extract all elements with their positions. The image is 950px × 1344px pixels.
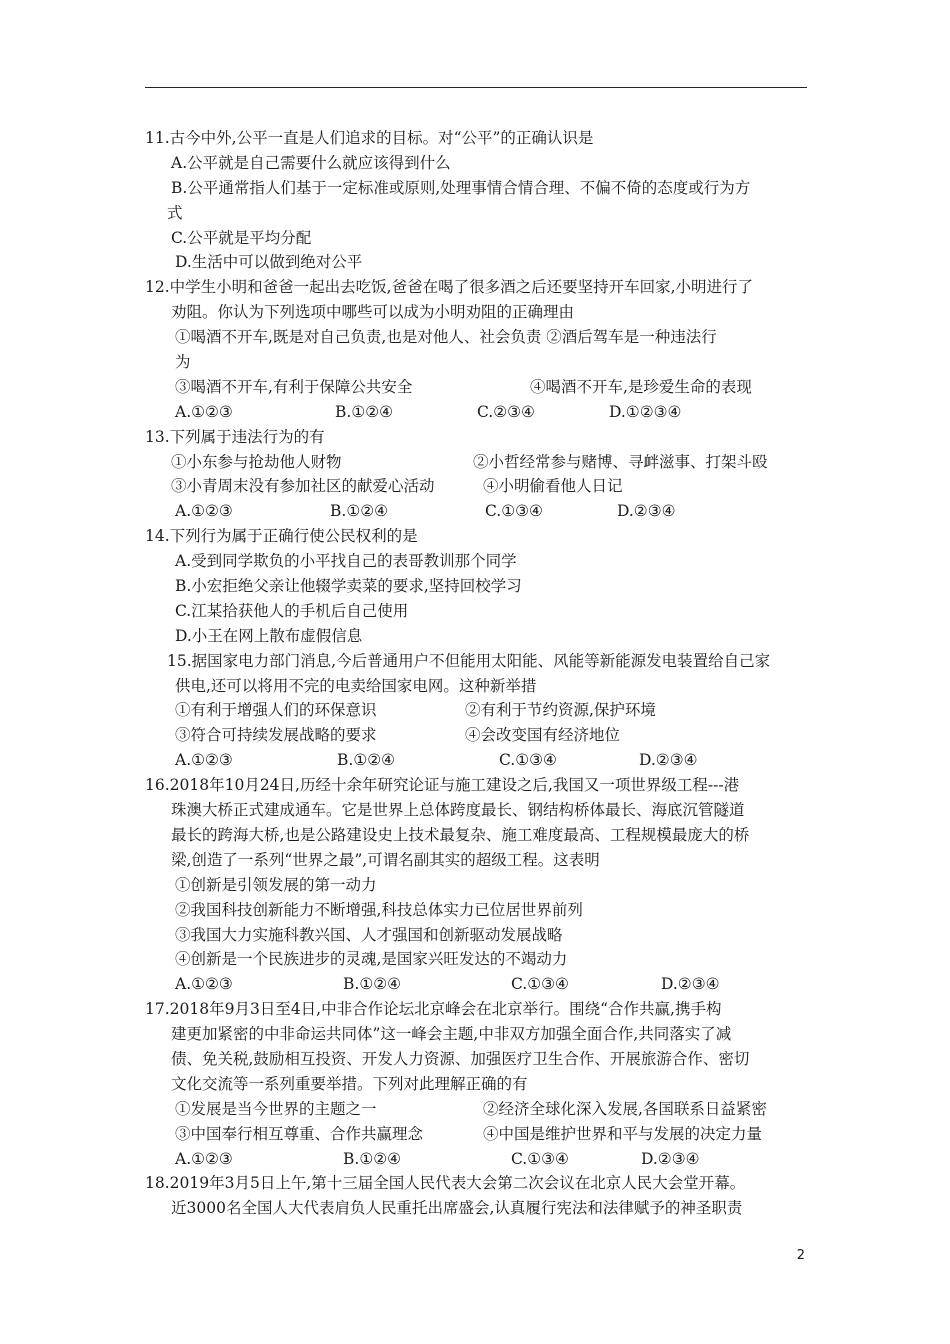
statement-item: ①有利于增强人们的环保意识: [175, 701, 377, 720]
statement-item: ②有利于节约资源,保护环境: [465, 701, 656, 720]
text-line: ①创新是引领发展的第一动力: [175, 875, 377, 894]
text-line: [145, 1122, 820, 1147]
text-line: A.公平就是自己需要什么就应该得到什么: [171, 153, 451, 172]
answer-choice: A.①②③: [175, 1149, 233, 1168]
text-line: 12.中学生小明和爸爸一起出去吃饭,爸爸在喝了很多酒之后还要坚持开车回家,小明进行了: [145, 278, 754, 297]
text-line: [145, 748, 820, 773]
text-line: D.生活中可以做到绝对公平: [175, 253, 363, 272]
text-line: 17.2018年9月3日至4日,中非合作论坛北京峰会在北京举行。围绕“合作共赢,携手构: [145, 1000, 722, 1019]
text-line: 13.下列属于违法行为的有: [145, 427, 325, 446]
text-line: 14.下列行为属于正确行使公民权利的是: [145, 527, 418, 546]
answer-choice: B.①②④: [343, 975, 402, 994]
text-line: C.江某拾获他人的手机后自己使用: [175, 601, 409, 620]
statement-item: ③符合可持续发展战略的要求: [175, 726, 377, 745]
answer-choice: D.②③④: [639, 751, 698, 770]
answer-choice: D.②③④: [641, 1149, 700, 1168]
text-line: [145, 698, 820, 723]
answer-choice: B.①②④: [330, 502, 389, 521]
statement-item: ④喝酒不开车,是珍爱生命的表现: [530, 377, 752, 396]
answer-choice: C.①③④: [511, 975, 569, 994]
text-line: 15.据国家电力部门消息,今后普通用户不但能用太阳能、风能等新能源发电装置给自己家: [167, 651, 771, 670]
answer-choice: A.①②③: [175, 975, 233, 994]
answer-choice: C.②③④: [477, 402, 535, 421]
text-line: 近3000名全国人大代表肩负人民重托出席盛会,认真履行宪法和法律赋予的神圣职责: [171, 1199, 743, 1218]
text-line: 梁,创造了一系列“世界之最”,可谓名副其实的超级工程。这表明: [171, 850, 600, 869]
text-line: [145, 499, 820, 524]
text-line: [145, 1147, 820, 1172]
answer-choice: C.①③④: [485, 502, 543, 521]
text-line: 文化交流等一系列重要举措。下列对此理解正确的有: [171, 1074, 528, 1093]
answer-choice: D.②③④: [617, 502, 676, 521]
text-line: D.小王在网上散布虚假信息: [175, 626, 363, 645]
text-line: 式: [167, 203, 183, 222]
text-line: [145, 450, 820, 475]
text-line: [145, 723, 820, 748]
answer-choice: A.①②③: [175, 402, 233, 421]
statement-item: ④中国是维护世界和平与发展的决定力量: [483, 1124, 763, 1143]
answer-choice: D.②③④: [661, 975, 720, 994]
answer-choice: B.①②④: [335, 402, 394, 421]
text-line: B.公平通常指人们基于一定标准或原则,处理事情合情合理、不偏不倚的态度或行为方: [171, 178, 751, 197]
text-line: 珠澳大桥正式建成通车。它是世界上总体跨度最长、钢结构桥体最长、海底沉管隧道: [171, 801, 745, 820]
text-line: C.公平就是平均分配: [171, 228, 312, 247]
answer-choice: A.①②③: [175, 751, 233, 770]
statement-item: ④小明偷看他人日记: [483, 477, 623, 496]
text-line: 最长的跨海大桥,也是公路建设史上技术最复杂、施工难度最高、工程规模最庞大的桥: [171, 825, 750, 844]
text-line: 为: [175, 353, 191, 372]
answer-choice: D.①②③④: [609, 402, 682, 421]
text-line: 16.2018年10月24日,历经十余年研究论证与施工建设之后,我国又一项世界级工程---港: [145, 776, 740, 795]
statement-item: ③喝酒不开车,有利于保障公共安全: [175, 377, 413, 396]
statement-item: ①发展是当今世界的主题之一: [175, 1099, 377, 1118]
answer-choice: B.①②④: [337, 751, 396, 770]
text-line: ③我国大力实施科教兴国、人才强国和创新驱动发展战略: [175, 925, 563, 944]
text-line: ①喝酒不开车,既是对自己负责,也是对他人、社会负责 ②酒后驾车是一种违法行: [175, 328, 717, 347]
answer-choice: B.①②④: [343, 1149, 402, 1168]
text-line: ④创新是一个民族进步的灵魂,是国家兴旺发达的不竭动力: [175, 950, 568, 969]
question-content: [145, 126, 820, 1221]
text-line: [145, 375, 820, 400]
answer-choice: A.①②③: [175, 502, 233, 521]
text-line: 劝阻。你认为下列选项中哪些可以成为小明劝阻的正确理由: [171, 303, 575, 322]
answer-choice: C.①③④: [511, 1149, 569, 1168]
text-line: 18.2019年3月5日上午,第十三届全国人民代表大会第二次会议在北京人民大会堂开幕。: [145, 1174, 746, 1193]
text-line: 建更加紧密的中非命运共同体”这一峰会主题,中非双方加强全面合作,共同落实了减: [171, 1025, 732, 1044]
header-rule: [145, 87, 807, 88]
statement-item: ①小东参与抢劫他人财物: [171, 452, 342, 471]
text-line: 供电,还可以将用不完的电卖给国家电网。这种新举措: [175, 676, 537, 695]
statement-item: ②小哲经常参与赌博、寻衅滋事、打架斗殴: [473, 452, 768, 471]
statement-item: ③小青周末没有参加社区的献爱心活动: [171, 477, 435, 496]
text-line: [145, 474, 820, 499]
statement-item: ③中国奉行相互尊重、合作共赢理念: [175, 1124, 424, 1143]
text-line: [145, 1097, 820, 1122]
text-line: [145, 972, 820, 997]
statement-item: ④会改变国有经济地位: [465, 726, 621, 745]
text-line: B.小宏拒绝父亲让他辍学卖菜的要求,坚持回校学习: [175, 577, 522, 596]
statement-item: ②经济全球化深入发展,各国联系日益紧密: [483, 1099, 767, 1118]
text-line: [145, 400, 820, 425]
text-line: 11.古今中外,公平一直是人们追求的目标。对“公平”的正确认识是: [145, 129, 594, 147]
text-line: ②我国科技创新能力不断增强,科技总体实力已位居世界前列: [175, 900, 583, 919]
text-line: 债、免关税,鼓励相互投资、开发人力资源、加强医疗卫生合作、开展旅游合作、密切: [171, 1049, 750, 1068]
answer-choice: C.①③④: [499, 751, 557, 770]
text-line: A.受到同学欺负的小平找自己的表哥教训那个同学: [175, 552, 517, 571]
page-number: 2: [796, 1248, 805, 1263]
